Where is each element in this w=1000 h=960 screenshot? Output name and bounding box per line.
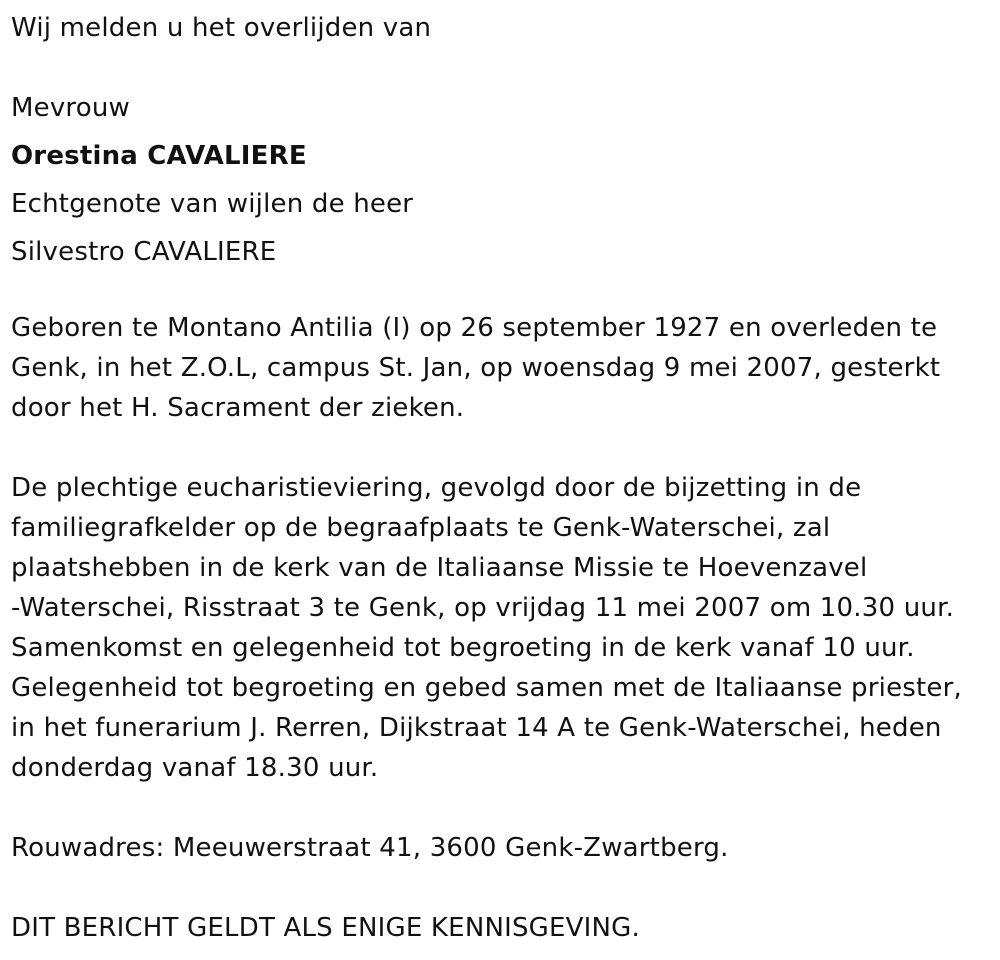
birth-death-paragraph	[11, 308, 991, 428]
mourning-address: Rouwadres: Meeuwerstraat 41, 3600 Genk-Zwartberg.	[11, 833, 729, 863]
paragraph-line: -Waterschei, Risstraat 3 te Genk, op vrijdag 11 mei 2007 om 10.30 uur.	[11, 593, 955, 623]
paragraph-line: Genk, in het Z.O.L, campus St. Jan, op woensdag 9 mei 2007, gesterkt	[11, 353, 941, 383]
spacer	[11, 428, 991, 468]
paragraph-line: door het H. Sacrament der zieken.	[11, 393, 465, 423]
paragraph-line: Samenkomst en gelegenheid tot begroeting in de kerk vanaf 10 uur.	[11, 633, 915, 663]
title-prefix: Mevrouw	[11, 93, 130, 123]
spouse-name: Silvestro CAVALIERE	[11, 237, 277, 267]
notice-text: DIT BERICHT GELDT ALS ENIGE KENNISGEVING.	[11, 913, 640, 943]
intro-text: Wij melden u het overlijden van	[11, 13, 432, 43]
paragraph-line: De plechtige eucharistieviering, gevolgd door de bijzetting in de	[11, 473, 862, 503]
paragraph-line: Gelegenheid tot begroeting en gebed samen met de Italiaanse priester,	[11, 673, 962, 703]
spacer	[11, 788, 991, 828]
spacer	[11, 868, 991, 908]
paragraph-line: donderdag vanaf 18.30 uur.	[11, 753, 379, 783]
relation-line: Echtgenote van wijlen de heer	[11, 189, 414, 219]
obituary-notice	[11, 0, 991, 948]
paragraph-line: Geboren te Montano Antilia (I) op 26 september 1927 en overleden te	[11, 313, 938, 343]
paragraph-line: plaatshebben in de kerk van de Italiaanse Missie te Hoevenzavel	[11, 553, 868, 583]
spacer	[11, 52, 991, 84]
spacer	[11, 276, 991, 308]
deceased-name: Orestina CAVALIERE	[11, 141, 307, 171]
paragraph-line: familiegrafkelder op de begraafplaats te Genk-Waterschei, zal	[11, 513, 831, 543]
paragraph-line: in het funerarium J. Rerren, Dijkstraat 14 A te Genk-Waterschei, heden	[11, 713, 942, 743]
ceremony-paragraph	[11, 468, 991, 788]
